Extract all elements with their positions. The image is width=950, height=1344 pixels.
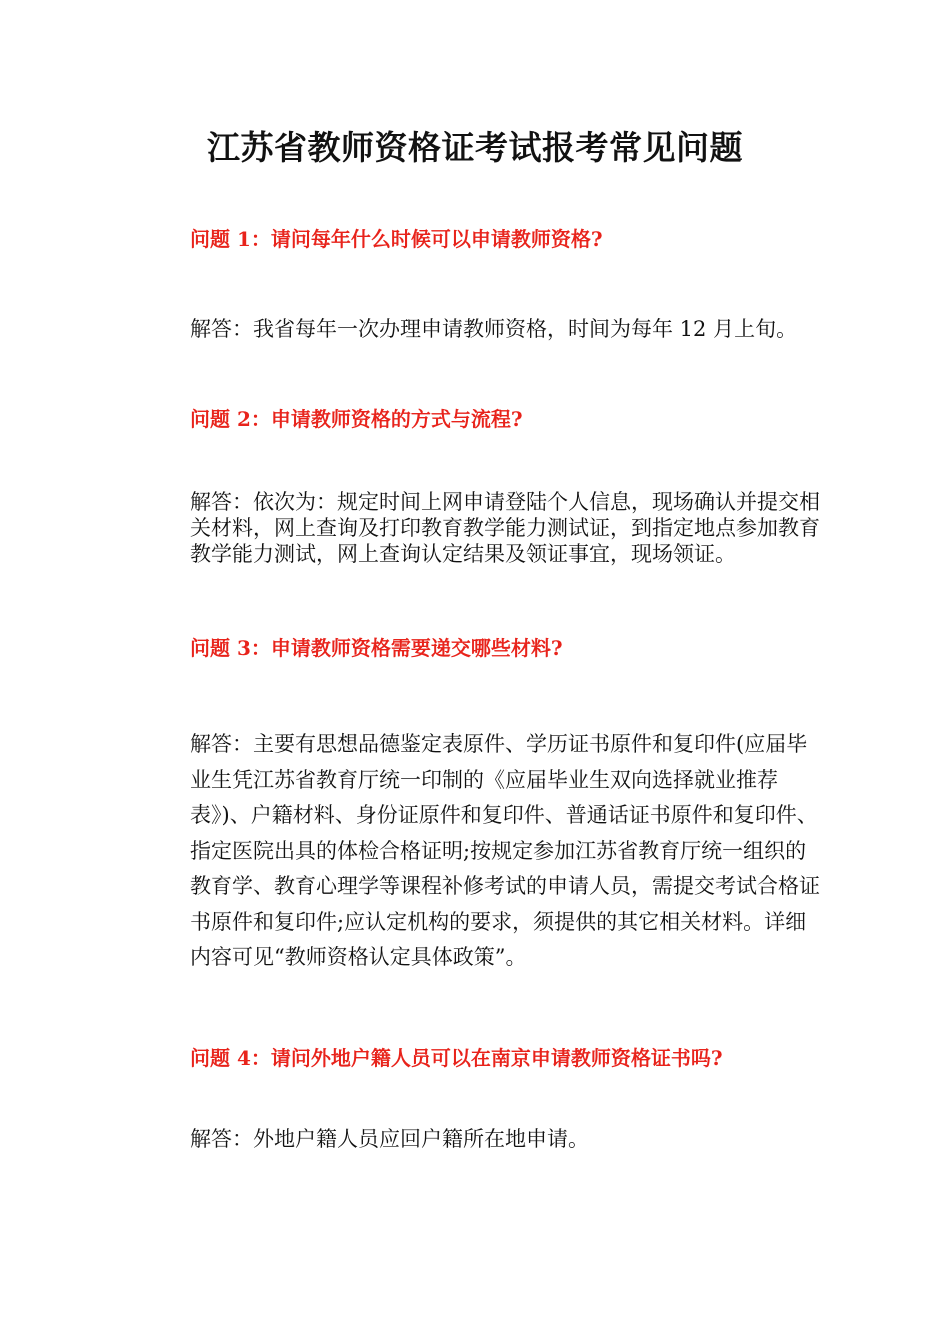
faq-question-3: 问题 3：申请教师资格需要递交哪些材料? (190, 636, 563, 660)
page-title: 江苏省教师资格证考试报考常见问题 (207, 128, 743, 167)
faq-answer-3: 解答：主要有思想品德鉴定表原件、学历证书原件和复印件(应届毕业生凭江苏省教育厅统一印制的《应届毕业生双向选择就业推荐表》)、户籍材料、身份证原件和复印件、普通话证书原件和复印件、指定医院出具的体检合格证明;按规定参加江苏省教育厅统一组织的教育学、教育心理学等课程补修考试的申请人员，需提交考试合格证书原件和复印件;应认定机构的要求，须提供的其它相关材料。详细内容可见“教师资格认定具体政策”。 (190, 732, 820, 969)
faq-question-1: 问题 1：请问每年什么时候可以申请教师资格? (190, 227, 603, 251)
faq-question-4: 问题 4：请问外地户籍人员可以在南京申请教师资格证书吗? (190, 1046, 723, 1070)
faq-question-2: 问题 2：申请教师资格的方式与流程? (190, 407, 523, 431)
faq-answer-1: 解答：我省每年一次办理申请教师资格，时间为每年 12 月上旬。 (190, 317, 798, 341)
faq-answer-2: 解答：依次为：规定时间上网申请登陆个人信息，现场确认并提交相关材料，网上查询及打印教育教学能力测试证，到指定地点参加教育教学能力测试，网上查询认定结果及领证事宜，现场领证。 (190, 490, 820, 566)
faq-answer-4: 解答：外地户籍人员应回户籍所在地申请。 (190, 1127, 589, 1151)
